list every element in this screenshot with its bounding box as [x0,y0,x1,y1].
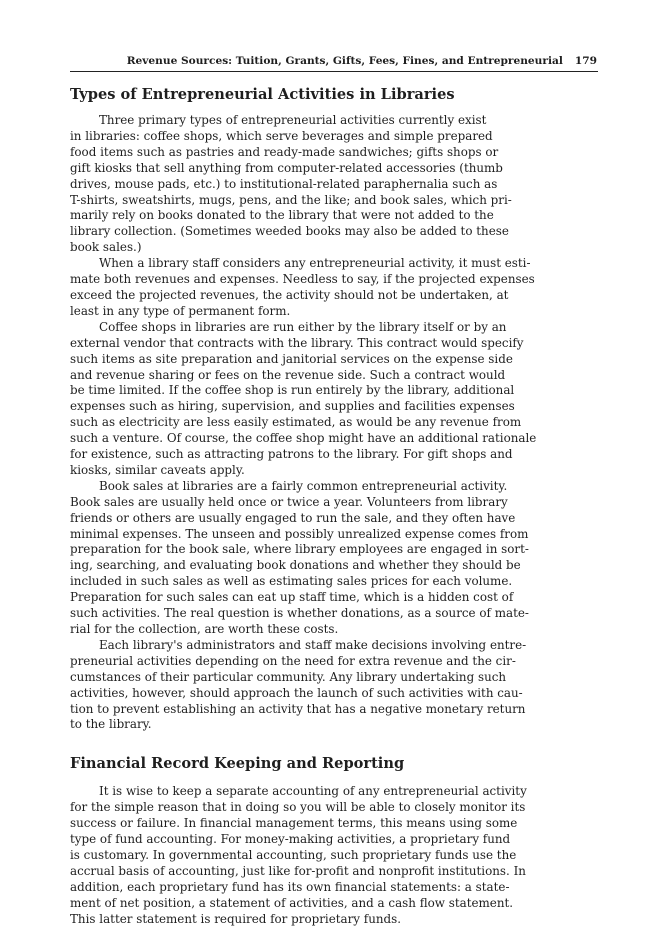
section-body [70,784,598,927]
text-line: success or failure. In financial management terms, this means using some [70,816,518,831]
text-line: preneurial activities depending on the need for extra revenue and the cir- [70,653,516,668]
body-paragraph [70,256,598,320]
body-paragraph [70,113,598,256]
text-line: for existence, such as attracting patrons to the library. For gift shops and [70,447,513,462]
running-title: Revenue Sources: Tuition, Grants, Gifts, Fees, Fines, and Entrepreneurial [126,55,563,67]
text-line: tion to prevent establishing an activity that has a negative monetary return [70,701,526,716]
text-line: drives, mouse pads, etc.) to institutional-related paraphernalia such as [70,176,498,191]
text-line: Coffee shops in libraries are run either by the library itself or by an [99,319,507,334]
text-line: activities, however, should approach the launch of such activities with cau- [70,685,523,700]
text-line: mate both revenues and expenses. Needless to say, if the projected expenses [70,272,535,287]
text-line: ment of net position, a statement of activities, and a cash flow statement. [70,895,514,910]
text-line: ing, searching, and evaluating book donations and whether they should be [70,558,521,573]
text-line: and revenue sharing or fees on the revenue side. Such a contract would [70,367,506,382]
body-paragraph [70,784,598,927]
text-line: Each library's administrators and staff make decisions involving entre- [99,637,527,652]
text-line: to the library. [70,717,152,732]
text-line: Book sales at libraries are a fairly common entrepreneurial activity. [99,478,508,493]
text-line: external vendor that contracts with the library. This contract would specify [70,335,524,350]
text-line: marily rely on books donated to the library that were not added to the [70,208,494,223]
text-line: gift kiosks that sell anything from computer-related accessories (thumb [70,160,503,175]
text-line: book sales.) [70,240,142,255]
text-line: When a library staff considers any entrepreneurial activity, it must esti- [99,256,531,271]
text-line: minimal expenses. The unseen and possibly unrealized expense comes from [70,526,529,541]
text-line: in libraries: coffee shops, which serve beverages and simple prepared [70,128,493,143]
text-line: such as electricity are less easily estimated, as would be any revenue from [70,415,522,430]
text-line: least in any type of permanent form. [70,303,291,318]
text-line: rial for the collection, are worth these costs. [70,622,339,636]
section-body [70,113,598,733]
text-line: is customary. In governmental accounting, such proprietary funds use the [70,847,517,862]
text-line: cumstances of their particular community. Any library undertaking such [70,669,507,684]
text-line: This latter statement is required for proprietary funds. [70,911,401,926]
text-line: Book sales are usually held once or twice a year. Volunteers from library [70,494,508,509]
text-line: kiosks, similar caveats apply. [70,462,245,477]
text-line: Preparation for such sales can eat up staff time, which is a hidden cost of [70,590,514,605]
text-line: preparation for the book sale, where library employees are engaged in sort- [70,542,529,557]
section-heading: Financial Record Keeping and Reporting [70,755,405,773]
page-number: 179 [574,55,597,67]
header-rule [70,71,598,72]
running-header [70,54,597,68]
text-line: T-shirts, sweatshirts, mugs, pens, and the like; and book sales, which pri- [70,192,512,207]
text-line: exceed the projected revenues, the activity should not be undertaken, at [70,287,509,302]
text-line: such a venture. Of course, the coffee shop might have an additional rationale [70,431,537,446]
text-line: included in such sales as well as estimating sales prices for each volume. [70,574,513,589]
text-line: such items as site preparation and janitorial services on the expense side [70,351,513,366]
text-line: food items such as pastries and ready-made sandwiches; gifts shops or [70,144,499,159]
body-paragraph [70,320,598,479]
text-line: be time limited. If the coffee shop is run entirely by the library, additional [70,383,515,398]
text-line: such activities. The real question is whether donations, as a source of mate- [70,606,529,621]
text-line: addition, each proprietary fund has its own financial statements: a state- [70,879,510,894]
text-line: Three primary types of entrepreneurial activities currently exist [99,113,487,127]
body-paragraph [70,638,598,733]
text-line: type of fund accounting. For money-making activities, a proprietary fund [70,832,511,847]
text-line: for the simple reason that in doing so you will be able to closely monitor its [70,800,526,815]
text-line: expenses such as hiring, supervision, and supplies and facilities expenses [70,399,515,414]
body-paragraph [70,479,598,638]
page-body [70,86,598,928]
text-line: It is wise to keep a separate accounting of any entrepreneurial activity [99,784,527,799]
text-line: friends or others are usually engaged to run the sale, and they often have [70,510,516,525]
text-line: accrual basis of accounting, just like for-profit and nonprofit institutions. In [70,863,526,878]
section-heading: Types of Entrepreneurial Activities in Libraries [70,86,455,103]
text-line: library collection. (Sometimes weeded books may also be added to these [70,224,509,239]
